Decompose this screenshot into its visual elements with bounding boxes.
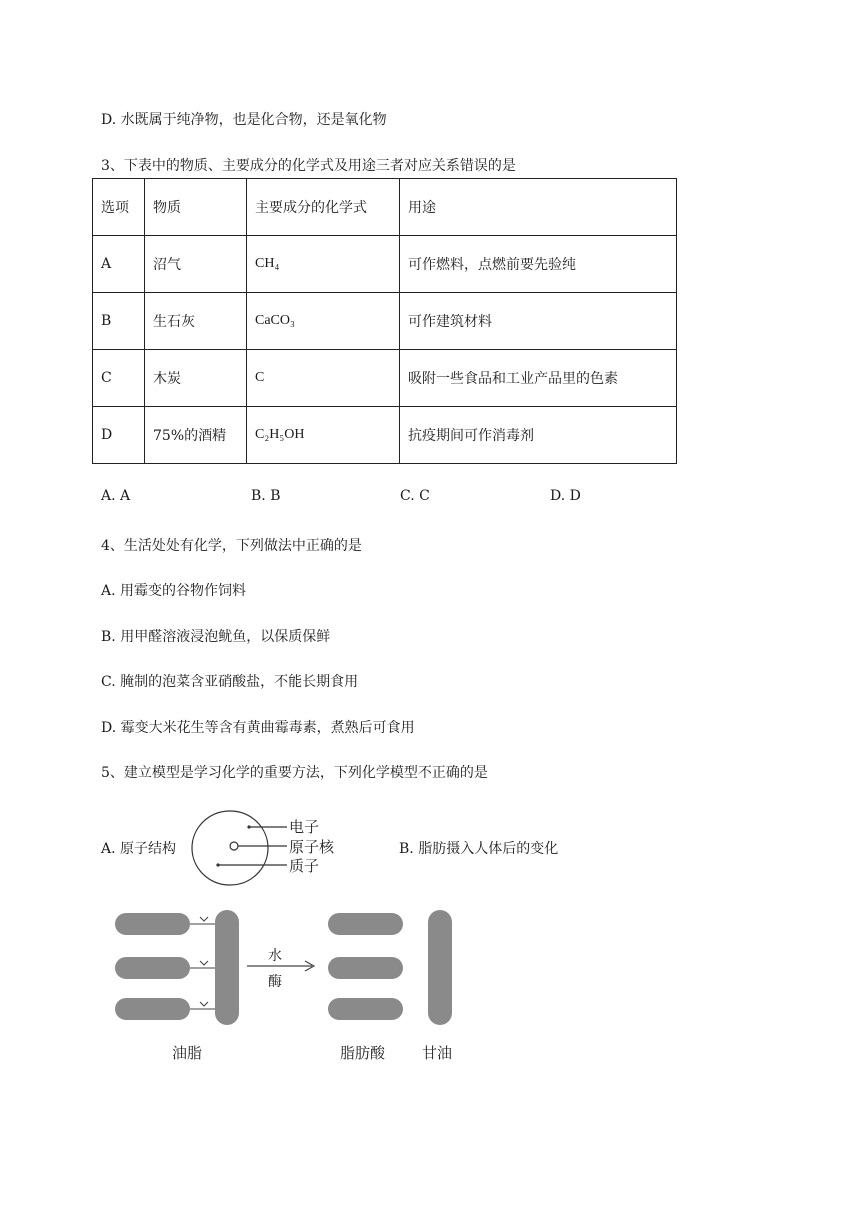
row-substance: 生石灰 <box>145 293 247 350</box>
glycerol-bar <box>215 910 239 1025</box>
products <box>328 910 452 1025</box>
nucleus-circle <box>230 842 238 850</box>
q4-option-d[interactable]: D. 霉变大米花生等含有黄曲霉毒素，煮熟后可食用 <box>101 720 415 736</box>
label-glycerol: 甘油 <box>422 1045 453 1062</box>
choice-c[interactable]: C. C <box>400 488 430 504</box>
q5-stem: 5、建立模型是学习化学的重要方法，下列化学模型不正确的是 <box>101 765 488 781</box>
label-fat: 油脂 <box>172 1045 203 1062</box>
label-fatty-acid: 脂肪酸 <box>340 1045 386 1062</box>
fatty-acid-chain <box>115 913 190 935</box>
q4-option-b[interactable]: B. 用甲醛溶液浸泡鱿鱼，以保质保鲜 <box>101 629 331 645</box>
q3-stem: 3、下表中的物质、主要成分的化学式及用途三者对应关系错误的是 <box>101 158 516 174</box>
fat-molecule <box>115 910 239 1025</box>
q5-option-b[interactable]: B. 脂肪摄入人体后的变化 <box>399 841 559 857</box>
row-use: 可作建筑材料 <box>400 293 677 350</box>
ester-bonds <box>190 917 215 1009</box>
glycerol-product <box>428 910 452 1025</box>
q4-option-a[interactable]: A. 用霉变的谷物作饲料 <box>101 583 247 599</box>
row-formula: C <box>247 350 400 407</box>
q5-option-a[interactable]: A. 原子结构 <box>101 841 177 857</box>
table-row <box>93 407 677 464</box>
arrow-label-enzyme: 酶 <box>268 973 282 989</box>
q4-option-c[interactable]: C. 腌制的泡菜含亚硝酸盐，不能长期食用 <box>101 674 359 690</box>
fat-digestion-diagram <box>100 905 480 1070</box>
row-use: 吸附一些食品和工业产品里的色素 <box>400 350 677 407</box>
row-substance: 木炭 <box>145 350 247 407</box>
arrow-label-water: 水 <box>268 947 282 963</box>
row-use: 抗疫期间可作消毒剂 <box>400 407 677 464</box>
row-option: C <box>93 350 145 407</box>
row-option: B <box>93 293 145 350</box>
atom-structure-diagram <box>186 808 356 890</box>
choice-b[interactable]: B. B <box>251 488 281 504</box>
row-formula: CaCO₃ <box>247 293 400 350</box>
header-substance: 物质 <box>145 179 247 236</box>
fatty-acid-product <box>328 998 403 1020</box>
row-option: D <box>93 407 145 464</box>
row-formula: CH₄ <box>247 236 400 293</box>
q2-option-d: D. 水既属于纯净物，也是化合物，还是氧化物 <box>101 112 387 128</box>
table-row <box>93 236 677 293</box>
q4-stem: 4、生活处处有化学，下列做法中正确的是 <box>101 538 362 554</box>
header-formula: 主要成分的化学式 <box>247 179 400 236</box>
table-header-row <box>93 179 677 236</box>
fatty-acid-product <box>328 913 403 935</box>
label-electron: 电子 <box>289 819 320 836</box>
choice-a[interactable]: A. A <box>101 488 131 504</box>
row-formula: C₂H₅OH <box>247 407 400 464</box>
row-use: 可作燃料，点燃前要先验纯 <box>400 236 677 293</box>
q3-table <box>92 178 677 464</box>
fatty-acid-chain <box>115 998 190 1020</box>
table-row <box>93 293 677 350</box>
choice-d[interactable]: D. D <box>550 488 581 504</box>
row-substance: 沼气 <box>145 236 247 293</box>
header-option: 选项 <box>93 179 145 236</box>
label-nucleus: 原子核 <box>289 839 335 856</box>
row-substance: 75%的酒精 <box>145 407 247 464</box>
label-proton: 质子 <box>289 858 320 875</box>
row-option: A <box>93 236 145 293</box>
fatty-acid-chain <box>115 957 190 979</box>
header-use: 用途 <box>400 179 677 236</box>
table-row <box>93 350 677 407</box>
fatty-acid-product <box>328 957 403 979</box>
